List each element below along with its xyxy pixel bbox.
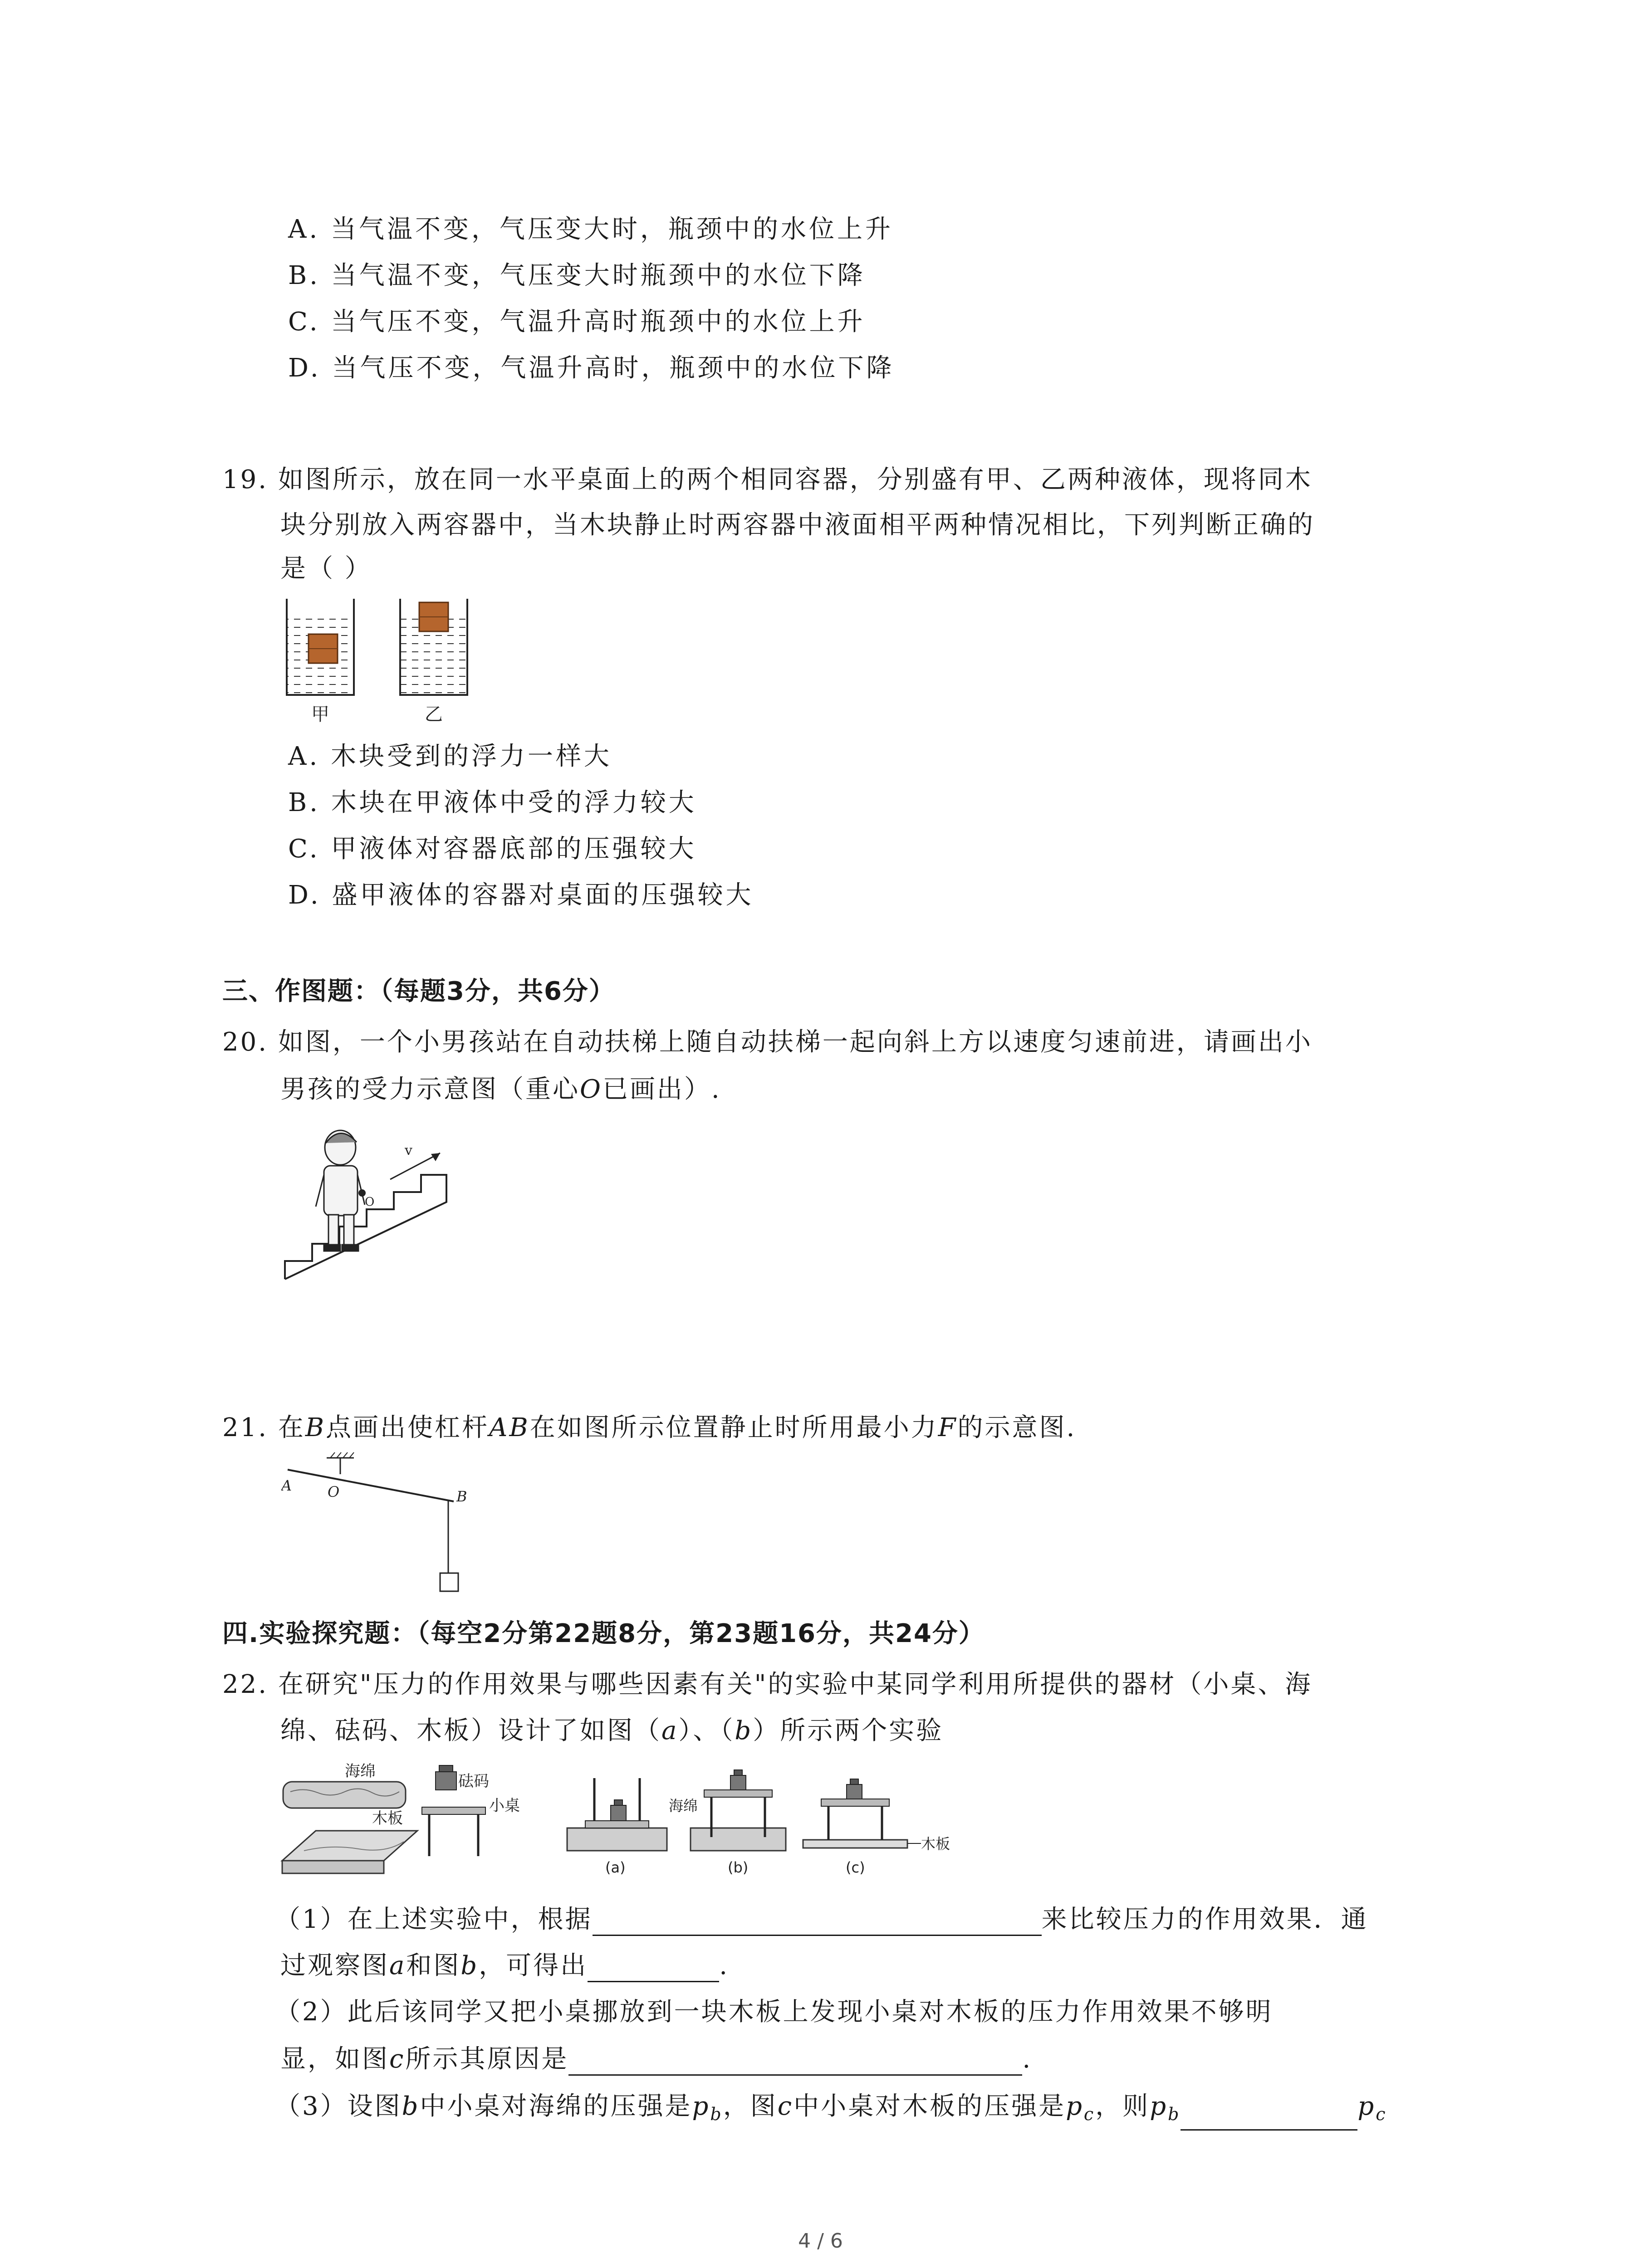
q22-sub2-line2 (280, 2043, 1032, 2076)
q22-sub3-pc: p (1066, 2092, 1084, 2121)
q22-sub1-var-a: a (389, 1951, 407, 1980)
q22-apparatus-figure (277, 1760, 957, 1896)
q21-lever-figure (281, 1452, 481, 1597)
q20-escalator-figure (277, 1125, 467, 1288)
q20-number: 20. (222, 1027, 269, 1057)
q18-option-d: D. 当气压不变，气温升高时，瓶颈中的水位下降 (288, 353, 895, 383)
q19-text-line3: 是（ ） (280, 554, 372, 583)
q22-sub3-f-sub: b (1168, 2104, 1181, 2125)
q22-sub1-d: 和图 (406, 1951, 461, 1980)
q19-figure-label-jia: 甲 (311, 704, 329, 725)
q22-text-line2b: ）、（ (678, 1716, 735, 1745)
q22-var-b: b (735, 1716, 753, 1745)
page-number: 4 / 6 (798, 2229, 843, 2253)
q22-sub3-g-p: p (1357, 2092, 1376, 2121)
section3-heading: 三、作图题：（每题3分，共6分） (222, 977, 615, 1006)
q22-sub1-e: ，可得出 (479, 1951, 588, 1980)
q19-option-b: B. 木块在甲液体中受的浮力较大 (288, 788, 697, 817)
q22-sub2-line1: （2）此后该同学又把小桌挪放到一块木板上发现小桌对木板的压力作用效果不够明 (275, 1997, 1273, 2027)
q22-sub1-blank1[interactable] (593, 1911, 1042, 1936)
q21-var-f: F (938, 1413, 958, 1442)
q21-label-o: O (328, 1483, 340, 1501)
q22-label-table: 小桌 (489, 1797, 520, 1815)
q22-var-a: a (661, 1716, 679, 1745)
q22-sub3-var-c: c (777, 2092, 794, 2121)
q21-var-ab: AB (489, 1413, 530, 1442)
q19-text-line1: 如图所示，放在同一水平桌面上的两个相同容器，分别盛有甲、乙两种液体，现将同木 (278, 465, 1313, 494)
q22-sub1-line1 (275, 1903, 1368, 1936)
q19-line1 (222, 464, 1313, 496)
q22-label-sponge2: 海绵 (669, 1797, 698, 1814)
q22-label-board2: 木板 (921, 1835, 950, 1853)
q22-line2 (280, 1715, 943, 1747)
q20-line2 (280, 1073, 721, 1106)
q21-line1 (222, 1412, 1076, 1444)
q22-sub1-c: 过观察图 (280, 1951, 389, 1980)
q22-sub3-a: （3）设图 (275, 2092, 402, 2121)
q22-text-line2c: ）所示两个实验 (753, 1716, 944, 1745)
q21-text-part4: 在如图所示位置静止时所用最小力 (529, 1413, 938, 1442)
q22-sub3-pc-sub: c (1083, 2104, 1096, 2125)
q21-text-part2: 点画出使杠杆 (326, 1413, 490, 1442)
q21-label-b: B (456, 1488, 467, 1505)
q22-label-board: 木板 (372, 1809, 403, 1828)
q19-containers-figure (281, 599, 472, 726)
q22-label-weight: 砝码 (458, 1772, 489, 1790)
q19-option-a: A. 木块受到的浮力一样大 (288, 742, 612, 771)
q22-sub1-f: . (719, 1951, 730, 1980)
q22-text-line2a: 绵、砝码、木板）设计了如图（ (280, 1716, 661, 1745)
q18-option-c: C. 当气压不变，气温升高时瓶颈中的水位上升 (288, 307, 866, 337)
q22-sub3-f-p: p (1150, 2092, 1168, 2121)
q22-sub1-b: 来比较压力的作用效果．通 (1041, 1905, 1368, 1934)
q22-number: 22. (222, 1670, 269, 1699)
q22-sub3-d: 中小桌对木板的压强是 (794, 2092, 1066, 2121)
q22-sub3-blank[interactable] (1181, 2106, 1357, 2131)
q20-text-line2a: 男孩的受力示意图（重心 (280, 1075, 580, 1104)
q20-text-line2b: 已画出）. (602, 1075, 721, 1104)
q20-var-o: O (580, 1075, 603, 1104)
q21-number: 21. (222, 1413, 269, 1442)
q19-option-d: D. 盛甲液体的容器对桌面的压强较大 (288, 880, 754, 910)
q20-text-line1: 如图，一个小男孩站在自动扶梯上随自动扶梯一起向斜上方以速度匀速前进，请画出小 (278, 1027, 1313, 1057)
q21-text-part0: 在 (278, 1413, 305, 1442)
q22-sub3-b: 中小桌对海绵的压强是 (420, 2092, 692, 2121)
q22-sub3-pb-sub: b (710, 2104, 723, 2125)
q22-sub1-line2 (280, 1950, 729, 1982)
q20-line1 (222, 1026, 1313, 1059)
q22-sub1-blank2[interactable] (588, 1957, 719, 1982)
q22-label-fig-a: (a) (605, 1859, 626, 1876)
q19-text-line2: 块分别放入两容器中，当木块静止时两容器中液面相平两种情况相比，下列判断正确的 (280, 510, 1315, 540)
q18-option-a: A. 当气温不变，气压变大时，瓶颈中的水位上升 (288, 215, 894, 244)
q22-text-line1: 在研究"压力的作用效果与哪些因素有关"的实验中某同学利用所提供的器材（小桌、海 (278, 1670, 1313, 1699)
q21-var-b: B (305, 1413, 326, 1442)
q20-center-label: O (365, 1195, 375, 1209)
q19-option-c: C. 甲液体对容器底部的压强较大 (288, 834, 697, 864)
section4-heading: 四.实验探究题：（每空2分第22题8分，第23题16分，共24分） (222, 1619, 985, 1648)
q22-label-fig-c: (c) (846, 1859, 865, 1876)
q21-text-part6: 的示意图. (957, 1413, 1077, 1442)
q22-sub3-g-sub: c (1376, 2104, 1387, 2125)
q19-number: 19. (222, 465, 269, 494)
q22-label-sponge: 海绵 (345, 1762, 376, 1780)
q22-sub1-a: （1）在上述实验中，根据 (275, 1905, 593, 1934)
q22-sub2-c: 所示其原因是 (405, 2044, 569, 2074)
q22-line1 (222, 1668, 1312, 1701)
q22-sub2-blank[interactable] (568, 2051, 1022, 2076)
q22-sub3-c: ，图 (723, 2092, 778, 2121)
q22-sub2-b: 显，如图 (280, 2044, 389, 2074)
q20-velocity-label: v (405, 1143, 412, 1158)
q22-sub2-var-c: c (389, 2044, 406, 2074)
q22-sub3-var-b: b (402, 2092, 420, 2121)
q22-sub3-line (275, 2090, 1387, 2131)
q18-option-b: B. 当气温不变，气压变大时瓶颈中的水位下降 (288, 261, 866, 290)
q22-label-fig-b: (b) (728, 1859, 749, 1876)
q22-sub3-pb: p (692, 2092, 710, 2121)
q22-sub1-var-b: b (460, 1951, 479, 1980)
q19-figure-label-yi: 乙 (425, 704, 443, 725)
q22-sub3-e: ，则 (1095, 2092, 1150, 2121)
q22-sub2-d: . (1022, 2044, 1033, 2074)
q21-label-a: A (281, 1477, 292, 1494)
